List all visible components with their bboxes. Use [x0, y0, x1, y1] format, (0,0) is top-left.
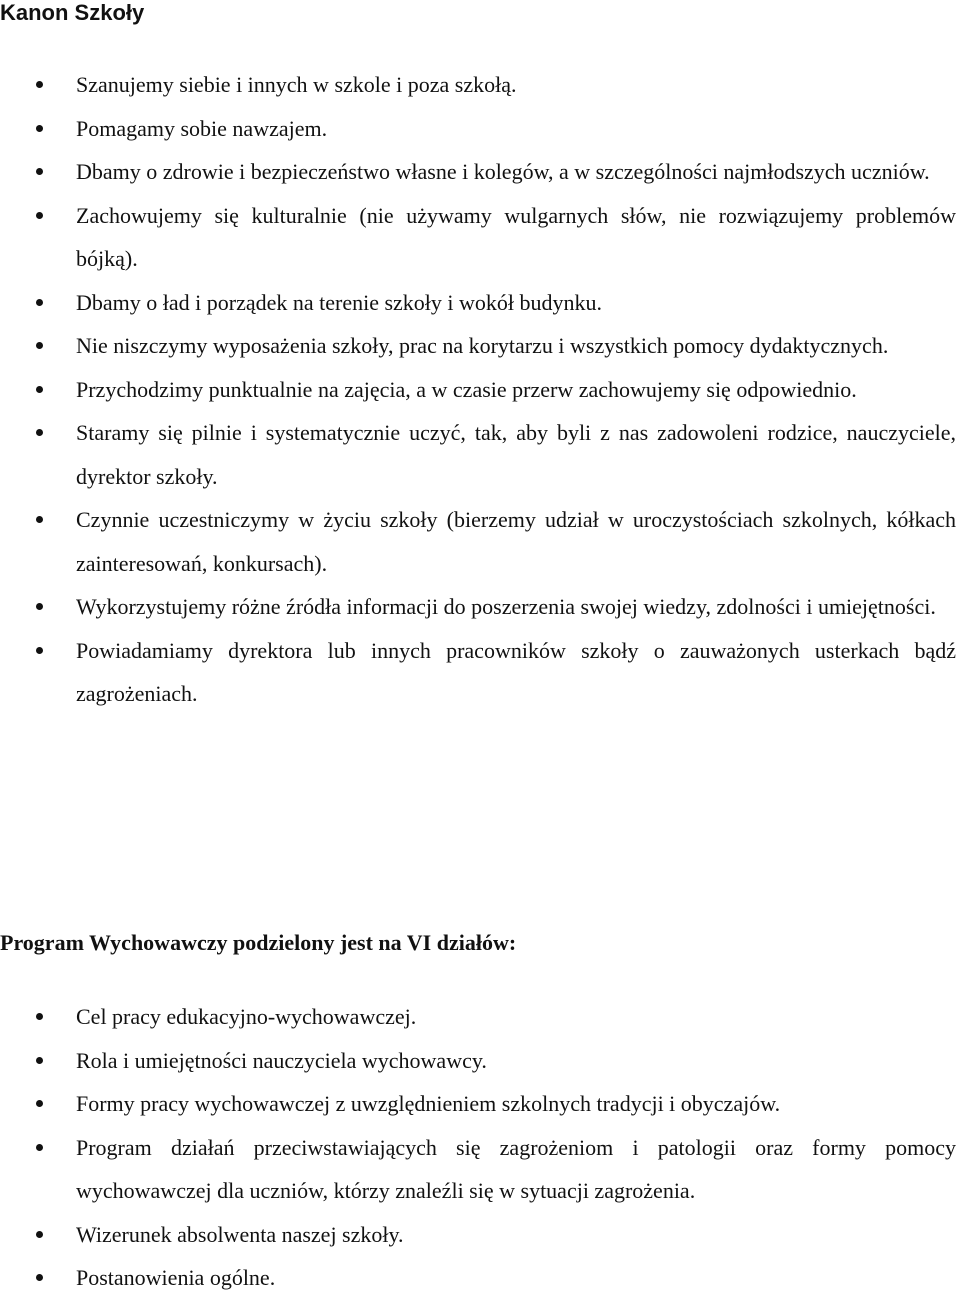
- list-item-text: Dbamy o zdrowie i bezpieczeństwo własne i kolegów, a w szczególności najmłodszych uczniów.: [76, 159, 930, 184]
- list-item-text: Przychodzimy punktualnie na zajęcia, a w czasie przerw zachowujemy się odpowiednio.: [76, 376, 857, 402]
- bullet-icon: [36, 1013, 43, 1020]
- list-item-text: Czynnie uczestniczymy w życiu szkoły (bierzemy udział w uroczystościach szkolnych, kółkach zainteresowań, konkursach).: [76, 507, 956, 576]
- bullet-icon: [36, 429, 43, 436]
- list-item-text: Wizerunek absolwenta naszej szkoły.: [76, 1221, 404, 1247]
- list-item: [0, 1082, 960, 1126]
- list-item-text: Wykorzystujemy różne źródła informacji do poszerzenia swojej wiedzy, zdolności i umiejętności.: [76, 594, 936, 619]
- bullet-icon: [36, 1057, 43, 1064]
- list-item: [0, 107, 960, 151]
- list-item: [0, 629, 960, 716]
- bullet-icon: [36, 212, 43, 219]
- list-item-text: Szanujemy siebie i innych w szkole i poza szkołą.: [76, 72, 517, 97]
- bullet-icon: [36, 299, 43, 306]
- bullet-icon: [36, 168, 43, 175]
- list-item: [0, 995, 960, 1039]
- list-item: [0, 1126, 960, 1213]
- list-item: [0, 324, 960, 368]
- list-item-text: Formy pracy wychowawczej z uwzględnieniem szkolnych tradycji i obyczajów.: [76, 1091, 781, 1116]
- list-item: [0, 498, 960, 585]
- bullet-icon: [36, 647, 43, 654]
- bullet-icon: [36, 1274, 43, 1281]
- program-list: [0, 995, 960, 1300]
- list-item: [0, 585, 960, 629]
- list-item-text: Program działań przeciwstawiających się zagrożeniom i patologii oraz formy pomocy wychowawczej dla uczniów, którzy znaleźli się w sytuacji zagrożenia.: [76, 1134, 956, 1203]
- list-item: [0, 1213, 960, 1257]
- section-title-kanon: Kanon Szkoły: [0, 0, 145, 25]
- bullet-icon: [36, 516, 43, 523]
- list-item-text: Powiadamiamy dyrektora lub innych pracowników szkoły o zauważonych usterkach bądź zagrożeniach.: [76, 637, 956, 706]
- list-item: [0, 411, 960, 498]
- list-item-text: Rola i umiejętności nauczyciela wychowawcy.: [76, 1047, 487, 1073]
- list-item-text: Nie niszczymy wyposażenia szkoły, prac na korytarzu i wszystkich pomocy dydaktycznych.: [76, 333, 889, 358]
- bullet-icon: [36, 1100, 43, 1107]
- section-title-program: Program Wychowawczy podzielony jest na VI działów:: [0, 930, 517, 955]
- bullet-icon: [36, 1231, 43, 1238]
- list-item-text: Postanowienia ogólne.: [76, 1265, 276, 1290]
- bullet-icon: [36, 125, 43, 132]
- bullet-icon: [36, 342, 43, 349]
- bullet-icon: [36, 81, 43, 88]
- list-item-text: Pomagamy sobie nawzajem.: [76, 115, 328, 141]
- list-item: [0, 1039, 960, 1083]
- list-item: [0, 194, 960, 281]
- bullet-icon: [36, 1144, 43, 1151]
- list-item-text: Staramy się pilnie i systematycznie uczyć, tak, aby byli z nas zadowoleni rodzice, nauczyciele, dyrektor szkoły.: [76, 420, 956, 489]
- kanon-list: [0, 63, 960, 716]
- list-item: [0, 368, 960, 412]
- list-item-text: Dbamy o ład i porządek na terenie szkoły i wokół budynku.: [76, 289, 603, 315]
- bullet-icon: [36, 386, 43, 393]
- list-item: [0, 150, 960, 194]
- list-item: [0, 1256, 960, 1300]
- list-item: [0, 63, 960, 107]
- list-item-text: Cel pracy edukacyjno-wychowawczej.: [76, 1004, 417, 1029]
- bullet-icon: [36, 603, 43, 610]
- list-item: [0, 281, 960, 325]
- list-item-text: Zachowujemy się kulturalnie (nie używamy wulgarnych słów, nie rozwiązujemy problemów bójką).: [76, 202, 956, 271]
